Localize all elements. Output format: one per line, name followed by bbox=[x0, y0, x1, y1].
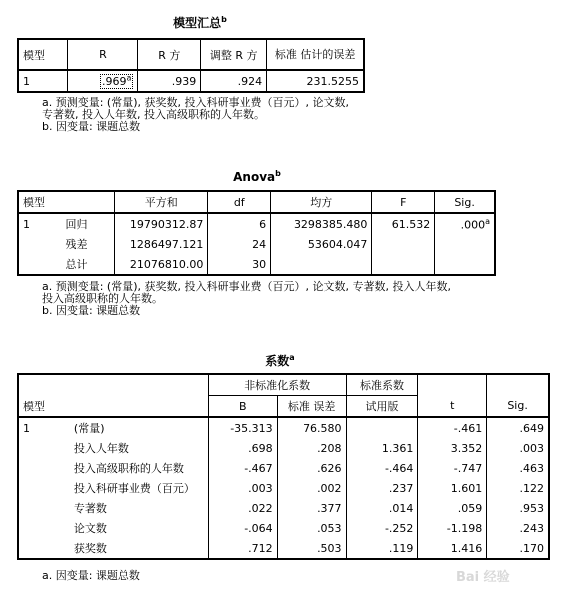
sig-cell bbox=[435, 234, 495, 254]
ss-cell: 19790312.87 bbox=[115, 213, 208, 234]
header-cell: df bbox=[208, 191, 271, 213]
model-summary-table bbox=[17, 38, 365, 93]
se-cell: .377 bbox=[277, 498, 346, 518]
anova-table bbox=[17, 190, 496, 276]
table-row bbox=[18, 458, 549, 478]
ss-cell: 1286497.121 bbox=[115, 234, 208, 254]
model-summary-title: 模型汇总$^b$ bbox=[173, 15, 227, 30]
b-cell: -35.313 bbox=[208, 417, 277, 438]
f-cell bbox=[372, 234, 435, 254]
t-cell: 1.601 bbox=[418, 478, 487, 498]
t-cell: 1.416 bbox=[418, 538, 487, 559]
anova-title: Anova$^b$ bbox=[233, 169, 281, 184]
model-cell bbox=[18, 518, 60, 538]
beta-cell: -.464 bbox=[346, 458, 418, 478]
header-cell: 均方 bbox=[271, 191, 372, 213]
t-cell: -1.198 bbox=[418, 518, 487, 538]
beta-cell: -.252 bbox=[346, 518, 418, 538]
header-cell: Sig. bbox=[487, 396, 549, 418]
source-cell: 总计 bbox=[62, 254, 115, 275]
var-cell: 投入高级职称的人年数 bbox=[73, 462, 184, 475]
header-cell: Sig. bbox=[435, 191, 495, 213]
table-row bbox=[18, 417, 549, 438]
f-cell bbox=[372, 254, 435, 275]
header-cell bbox=[62, 191, 115, 213]
t-cell: .059 bbox=[418, 498, 487, 518]
header-cell: 模型 bbox=[18, 191, 62, 213]
model-cell bbox=[18, 458, 60, 478]
b-cell: .712 bbox=[208, 538, 277, 559]
beta-cell: .119 bbox=[346, 538, 418, 559]
model-cell: 1 bbox=[18, 70, 68, 92]
header-cell: B bbox=[208, 396, 277, 418]
adj-r2-cell: .924 bbox=[201, 70, 267, 92]
header-cell bbox=[60, 396, 208, 418]
sig-cell: .649 bbox=[487, 417, 549, 438]
sig-cell: .170 bbox=[487, 538, 549, 559]
table-row bbox=[18, 478, 549, 498]
coefficients-title: 系数$^a$ bbox=[265, 353, 295, 368]
t-cell: -.747 bbox=[418, 458, 487, 478]
beta-cell bbox=[346, 417, 418, 438]
sig-cell: .000$^a$ bbox=[435, 213, 495, 234]
source-cell: 回归 bbox=[65, 218, 88, 231]
model-cell bbox=[18, 234, 62, 254]
b-cell: -.467 bbox=[208, 458, 277, 478]
r2-cell: .939 bbox=[138, 70, 201, 92]
sig-cell: .122 bbox=[487, 478, 549, 498]
model-cell bbox=[18, 478, 60, 498]
sig-cell: .243 bbox=[487, 518, 549, 538]
b-cell: -.064 bbox=[208, 518, 277, 538]
t-cell: -.461 bbox=[418, 417, 487, 438]
table-row bbox=[18, 518, 549, 538]
beta-cell: 1.361 bbox=[346, 438, 418, 458]
se-cell: .626 bbox=[277, 458, 346, 478]
model-summary-note-a: a. 预测变量: (常量), 获奖数, 投入科研事业费（百元）, 论文数, 专著数, 投入人年数, 投入高级职称的人年数。 bbox=[42, 96, 349, 121]
se-cell: .208 bbox=[277, 438, 346, 458]
sig-cell: .463 bbox=[487, 458, 549, 478]
var-cell: 投入科研事业费（百元） bbox=[73, 482, 195, 495]
header-cell: F bbox=[372, 191, 435, 213]
table-row bbox=[18, 438, 549, 458]
ss-cell: 21076810.00 bbox=[115, 254, 208, 275]
b-cell: .022 bbox=[208, 498, 277, 518]
table-row bbox=[18, 498, 549, 518]
sig-cell bbox=[435, 254, 495, 275]
table-row bbox=[18, 213, 495, 234]
table-row bbox=[18, 254, 495, 275]
coefficients-note-a: a. 因变量: 课题总数 bbox=[42, 569, 140, 582]
se-cell: .503 bbox=[277, 538, 346, 559]
beta-cell: .014 bbox=[346, 498, 418, 518]
r-cell: .969$^a$ bbox=[68, 70, 138, 92]
header-cell: R bbox=[68, 39, 138, 70]
model-cell bbox=[18, 538, 60, 559]
header-group-unstandardized: 非标准化系数 bbox=[208, 374, 346, 396]
sig-cell: .953 bbox=[487, 498, 549, 518]
se-cell: .053 bbox=[277, 518, 346, 538]
anova-note-b: b. 因变量: 课题总数 bbox=[42, 304, 141, 317]
model-cell bbox=[18, 254, 62, 275]
header-cell: 调整 R 方 bbox=[201, 39, 267, 70]
se-cell: .002 bbox=[277, 478, 346, 498]
beta-cell: .237 bbox=[346, 478, 418, 498]
var-cell: 专著数 bbox=[73, 502, 107, 515]
f-cell: 61.532 bbox=[372, 213, 435, 234]
header-cell: 模型 bbox=[18, 39, 68, 70]
header-cell: 平方和 bbox=[115, 191, 208, 213]
anova-note-a1: a. 预测变量: (常量), 获奖数, 投入科研事业费（百元）, 论文数, 专著数, 投入人年数, bbox=[42, 280, 451, 293]
se-cell: 76.580 bbox=[277, 417, 346, 438]
b-cell: .698 bbox=[208, 438, 277, 458]
df-cell: 6 bbox=[208, 213, 271, 234]
df-cell: 24 bbox=[208, 234, 271, 254]
model-cell bbox=[18, 438, 60, 458]
var-cell: 投入人年数 bbox=[73, 442, 129, 455]
ms-cell bbox=[271, 254, 372, 275]
table-row bbox=[18, 538, 549, 559]
ms-cell: 3298385.480 bbox=[271, 213, 372, 234]
ms-cell: 53604.047 bbox=[271, 234, 372, 254]
t-cell: 3.352 bbox=[418, 438, 487, 458]
watermark-logo: Bai 经验 bbox=[456, 570, 510, 585]
sig-cell: .003 bbox=[487, 438, 549, 458]
model-cell: 1 bbox=[18, 417, 60, 438]
anova-note-a2: 投入高级职称的人年数。 bbox=[42, 292, 163, 305]
header-group-standardized: 标准系数 bbox=[346, 374, 418, 396]
header-cell: t bbox=[418, 396, 487, 418]
b-cell: .003 bbox=[208, 478, 277, 498]
table-row bbox=[18, 234, 495, 254]
var-cell: (常量) bbox=[73, 422, 105, 435]
source-cell: 残差 bbox=[65, 238, 88, 251]
header-cell: 模型 bbox=[18, 396, 60, 418]
model-cell bbox=[18, 498, 60, 518]
df-cell: 30 bbox=[208, 254, 271, 275]
var-cell: 论文数 bbox=[73, 522, 107, 535]
header-cell: R 方 bbox=[138, 39, 201, 70]
header-cell: 标准 估计的误差 bbox=[267, 39, 364, 70]
model-cell: 1 bbox=[18, 213, 62, 234]
header-cell: 标准 误差 bbox=[277, 396, 346, 418]
coefficients-table bbox=[17, 373, 550, 560]
model-summary-note-b: b. 因变量: 课题总数 bbox=[42, 120, 141, 133]
se-cell: 231.5255 bbox=[267, 70, 364, 92]
header-cell: 试用版 bbox=[346, 396, 418, 418]
var-cell: 获奖数 bbox=[60, 538, 208, 559]
